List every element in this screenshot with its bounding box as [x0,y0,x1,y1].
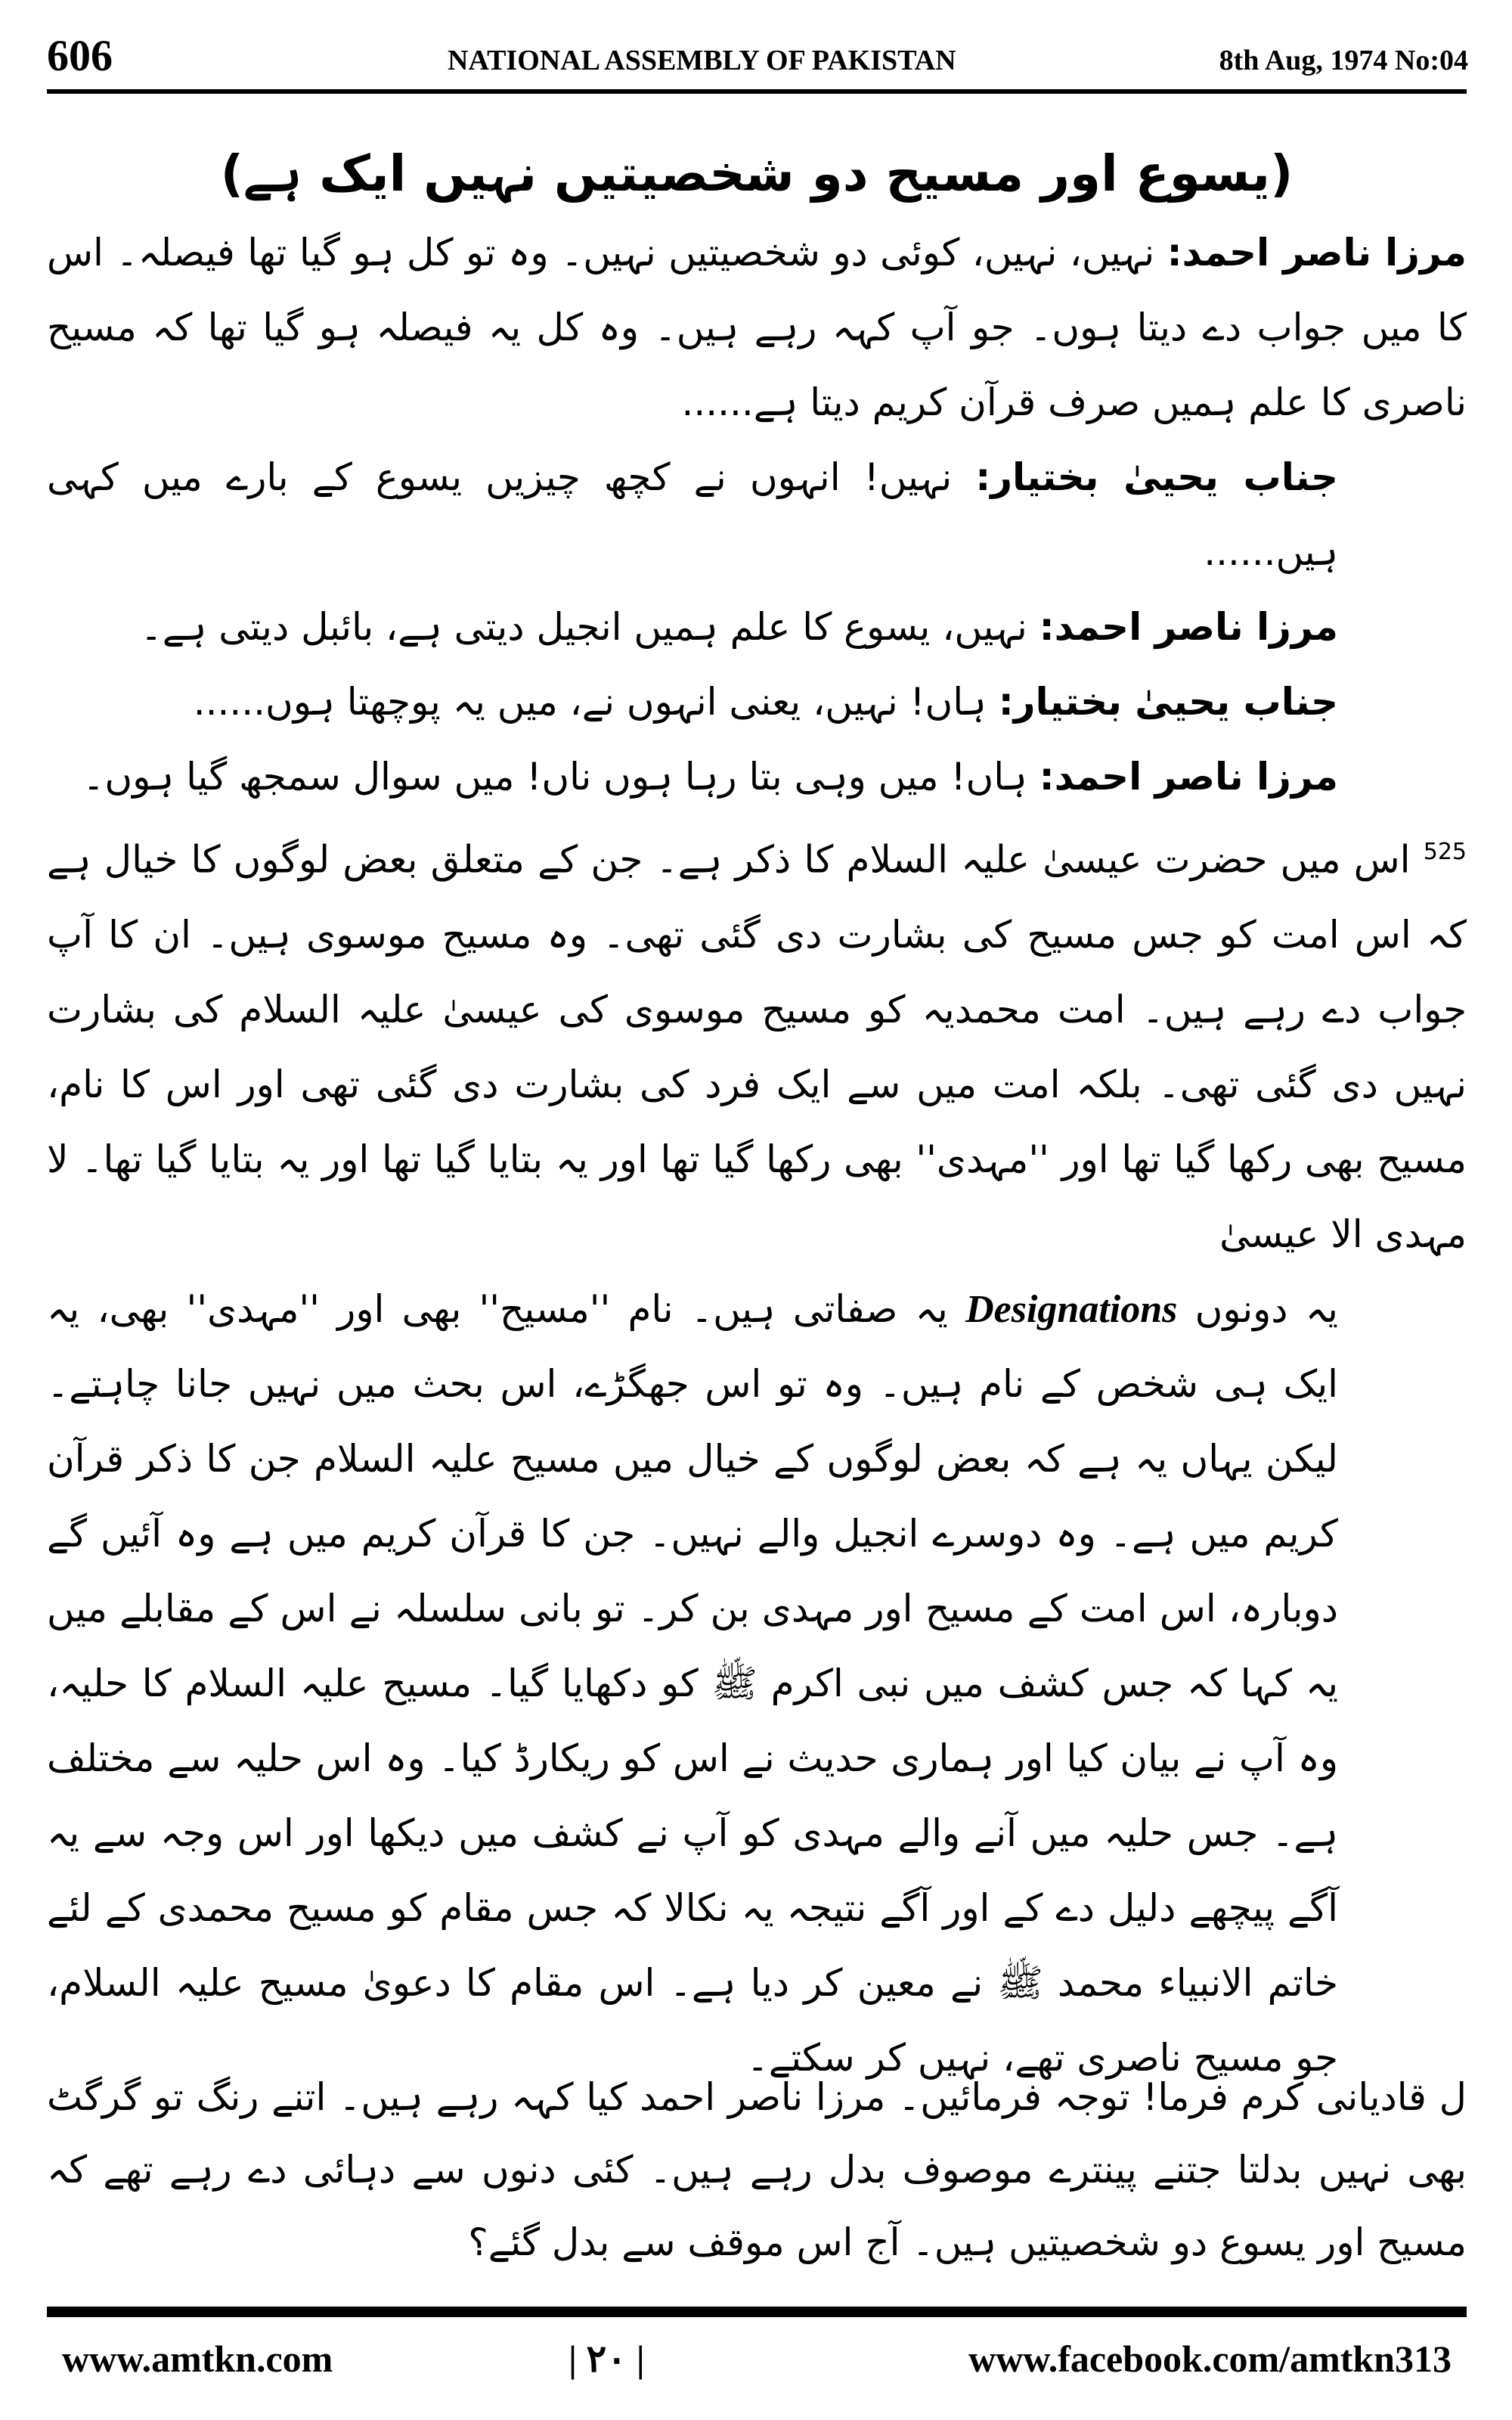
facebook-link[interactable]: www.facebook.com/amtkn313 [968,2338,1452,2380]
dialogue-line-3 [47,590,1467,665]
speaker-name: مرزا ناصر احمد: [1167,231,1467,275]
page-footer [47,2337,1467,2397]
dialogue-text: نہیں، یسوع کا علم ہمیں انجیل دیتی ہے، بائبل دیتی ہے۔ [140,605,1027,649]
footer-page-marker: | ۲۰ | [569,2338,645,2380]
dialogue-text: نہیں! انہوں نے کچھ چیزیں یسوع کے بارے میں کہی ہیں...... [47,455,1338,574]
body-text: اس میں حضرت عیسیٰ علیہ السلام کا ذکر ہے۔ جن کے متعلق بعض لوگوں کا خیال ہے کہ اس امت کو جس مسیح کی بشارت دی گئی تھی۔ وہ مسیح موسوی ہیں۔ ان کا آپ جواب دے رہے ہیں۔ امت محمدیہ کو مسیح موسوی کی عیسیٰ علیہ السلام کی بشارت نہیں دی گئی تھی۔ بلکہ امت میں سے ایک فرد کی بشارت دی گئی تھی اور اس کا نام، مسیح بھی رکھا گیا تھا اور ''مہدی'' بھی رکھا گیا تھا اور یہ بتایا گیا تھا اور یہ بتایا گیا تھا۔ لا مہدی الا عیسیٰ [47,837,1467,1256]
dialogue-text: نہیں، نہیں، کوئی دو شخصیتیں نہیں۔ وہ تو کل ہو گیا تھا فیصلہ۔ اس کا میں جواب دے دیتا ہوں۔ جو آپ کہہ رہے ہیں۔ وہ کل یہ فیصلہ ہو گیا تھا کہ مسیح ناصری کا علم ہمیں صرف قرآن کریم دیتا ہے...... [47,231,1467,424]
body-text-start: یہ دونوں [1194,1286,1338,1331]
main-content [47,132,1467,2096]
speaker-name: مرزا ناصر احمد: [1039,755,1338,799]
dialogue-text: ہاں! نہیں، یعنی انہوں نے، میں یہ پوچھتا ہوں...... [193,680,987,724]
website-link[interactable]: www.amtkn.com [62,2338,333,2380]
footnote [47,2061,1467,2279]
page-number: 606 [47,31,113,80]
session-date: 8th Aug, 1974 No:04 [1219,45,1468,76]
body-paragraph-1 [47,814,1467,1272]
dialogue-text: ہاں! میں وہی بتا رہا ہوں ناں! میں سوال سمجھ گیا ہوں۔ [82,755,1027,799]
dialogue-line-4 [47,665,1467,740]
footnote-text: ل قادیانی کرم فرما! توجہ فرمائیں۔ مرزا ناصر احمد کیا کہہ رہے ہیں۔ اتنے رنگ تو گرگٹ بھی نہیں بدلتا جتنے پینترے موصوف بدل رہے ہیں۔ کئی دنوں سے دہائی دے رہے تھے کہ مسیح اور یسوع دو شخصیتیں ہیں۔ آج اس موقف سے بدل گئے؟ [47,2075,1467,2264]
latin-term: Designations [965,1287,1178,1331]
body-text: یہ صفاتی ہیں۔ نام ''مسیح'' بھی اور ''مہدی'' بھی، یہ ایک ہی شخص کے نام ہیں۔ وہ تو اس جھگڑے، اس بحث میں نہیں جانا چاہتے۔ لیکن یہاں یہ ہے کہ بعض لوگوں کے خیال میں مسیح علیہ السلام جن کا ذکر قرآن کریم میں ہے۔ وہ دوسرے انجیل والے نہیں۔ جن کا قرآن کریم میں ہے وہ آئیں گے دوبارہ، اس امت کے مسیح اور مہدی بن کر۔ تو بانی سلسلہ نے اس کے مقابلے میں یہ کہا کہ جس کشف میں نبی اکرم ﷺ کو دکھایا گیا۔ مسیح علیہ السلام کا حلیہ، وہ آپ نے بیان کیا اور ہماری حدیث نے اس کو ریکارڈ کیا۔ وہ اس حلیہ سے مختلف ہے۔ جس حلیہ میں آنے والے مہدی کو آپ نے کشف میں دیکھا اور اس وجہ سے یہ آگے پیچھے دلیل دے کے اور آگے نتیجہ یہ نکالا کہ جس مقام کو مسیح محمدی کے لئے خاتم الانبیاء محمد ﷺ نے معین کر دیا ہے۔ اس مقام کا دعویٰ مسیح علیہ السلام، جو مسیح ناصری تھے، نہیں کر سکتے۔ [47,1286,1338,2080]
footer-rule [47,2307,1467,2317]
speaker-name: جناب یحییٰ بختیار: [975,455,1338,499]
dialogue-line-2 [47,440,1467,590]
dialogue-line-1 [47,216,1467,440]
reference-number: 525 [1423,839,1467,865]
dialogue-line-5 [47,740,1467,814]
header-rule [47,89,1467,94]
speaker-name: مرزا ناصر احمد: [1039,605,1338,649]
body-paragraph-2 [47,1272,1467,2096]
speaker-name: جناب یحییٰ بختیار: [998,680,1338,724]
publication-title: NATIONAL ASSEMBLY OF PAKISTAN [448,45,956,76]
section-heading: (یسوع اور مسیح دو شخصیتیں نہیں ایک ہے) [220,144,1294,203]
page-header [47,30,1468,91]
